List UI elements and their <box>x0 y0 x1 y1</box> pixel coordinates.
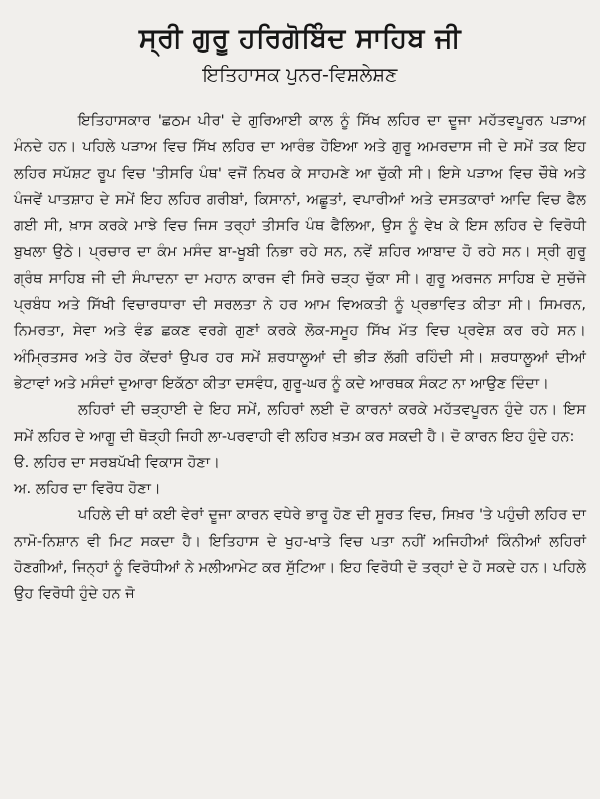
page-title: ਸ੍ਰੀ ਗੁਰੂ ਹਰਿਗੋਬਿੰਦ ਸਾਹਿਬ ਜੀ <box>138 23 462 54</box>
list-item: ਅ. ਲਹਿਰ ਦਾ ਵਿਰੋਧ ਹੋਣਾ। <box>14 480 161 498</box>
paragraph: ਪਹਿਲੇ ਦੀ ਥਾਂ ਕਈ ਵੇਰਾਂ ਦੂਜਾ ਕਾਰਨ ਵਧੇਰੇ ਭਾਰੂ ਹੋਣ ਦੀ ਸੂਰਤ ਵਿਚ, ਸਿਖ਼ਰ 'ਤੇ ਪਹੁੰਚੀ ਲਹਿਰ ਦਾ ਨਾਮੋ-ਨਿਸ਼ਾਨ ਵੀ ਮਿਟ ਸਕਦਾ ਹੈ। ਇਤਿਹਾਸ ਦੇ ਖੁਹ-ਖਾਤੇ ਵਿਚ ਪਤਾ ਨਹੀਂ ਅਜਿਹੀਆਂ ਕਿੰਨੀਆਂ ਲਹਿਰਾਂ ਹੋਣਗੀਆਂ, ਜਿਨ੍ਹਾਂ ਨੂੰ ਵਿਰੋਧੀਆਂ ਨੇ ਮਲੀਆਮੇਟ ਕਰ ਸੁੱਟਿਆ। ਇਹ ਵਿਰੋਧੀ ਦੋ ਤਰ੍ਹਾਂ ਦੇ ਹੋ ਸਕਦੇ ਹਨ। ਪਹਿਲੇ ਉਹ ਵਿਰੋਧੀ ਹੁੰਦੇ ਹਨ ਜੋ <box>14 506 586 603</box>
list-item: ੳ. ਲਹਿਰ ਦਾ ਸਰਬਪੱਖੀ ਵਿਕਾਸ ਹੋਣਾ। <box>14 453 220 471</box>
page-subtitle: ਇਤਿਹਾਸਕ ਪੁਨਰ-ਵਿਸ਼ਲੇਸ਼ਣ <box>202 64 398 86</box>
body-text <box>14 108 586 608</box>
paragraph: ਇਤਿਹਾਸਕਾਰ 'ਛਠਮ ਪੀਰ' ਦੇ ਗੁਰਿਆਈ ਕਾਲ ਨੂੰ ਸਿੱਖ ਲਹਿਰ ਦਾ ਦੂਜਾ ਮਹੱਤਵਪੂਰਨ ਪੜਾਅ ਮੰਨਦੇ ਹਨ। ਪਹਿਲੇ ਪੜਾਅ ਵਿਚ ਸਿੱਖ ਲਹਿਰ ਦਾ ਆਰੰਭ ਹੋਇਆ ਅਤੇ ਗੁਰੂ ਅਮਰਦਾਸ ਜੀ ਦੇ ਸਮੇਂ ਤਕ ਇਹ ਲਹਿਰ ਸਪੱਸ਼ਟ ਰੂਪ ਵਿਚ 'ਤੀਸਰਿ ਪੰਥ' ਵਜੋਂ ਨਿਖਰ ਕੇ ਸਾਹਮਣੇ ਆ ਚੁੱਕੀ ਸੀ। ਇਸੇ ਪੜਾਅ ਵਿਚ ਚੌਥੇ ਅਤੇ ਪੰਜਵੇਂ ਪਾਤਸ਼ਾਹ ਦੇ ਸਮੇਂ ਇਹ ਲਹਿਰ ਗਰੀਬਾਂ, ਕਿਸਾਨਾਂ, ਅਛੂਤਾਂ, ਵਪਾਰੀਆਂ ਅਤੇ ਦਸਤਕਾਰਾਂ ਆਦਿ ਵਿਚ ਫੈਲ ਗਈ ਸੀ, ਖ਼ਾਸ ਕਰਕੇ ਮਾਝੇ ਵਿਚ ਜਿਸ ਤਰ੍ਹਾਂ ਤੀਸਰਿ ਪੰਥ ਫੈਲਿਆ, ਉਸ ਨੂੰ ਵੇਖ ਕੇ ਇਸ ਲਹਿਰ ਦੇ ਵਿਰੋਧੀ ਬੁਖਲਾ ਉਠੇ। ਪ੍ਰਚਾਰ ਦਾ ਕੰਮ ਮਸੰਦ ਬਾ-ਖੂਬੀ ਨਿਭਾ ਰਹੇ ਸਨ, ਨਵੇਂ ਸ਼ਹਿਰ ਆਬਾਦ ਹੋ ਰਹੇ ਸਨ। ਸ੍ਰੀ ਗੁਰੂ ਗ੍ਰੰਥ ਸਾਹਿਬ ਜੀ ਦੀ ਸੰਪਾਦਨਾ ਦਾ ਮਹਾਨ ਕਾਰਜ ਵੀ ਸਿਰੇ ਚੜ੍ਹ ਚੁੱਕਾ ਸੀ। ਗੁਰੂ ਅਰਜਨ ਸਾਹਿਬ ਦੇ ਸੁਚੱਜੇ ਪ੍ਰਬੰਧ ਅਤੇ ਸਿੱਖੀ ਵਿਚਾਰਧਾਰਾ ਦੀ ਸਰਲਤਾ ਨੇ ਹਰ ਆਮ ਵਿਅਕਤੀ ਨੂੰ ਪ੍ਰਭਾਵਿਤ ਕੀਤਾ ਸੀ। ਸਿਮਰਨ, ਨਿਮਰਤਾ, ਸੇਵਾ ਅਤੇ ਵੰਡ ਛਕਣ ਵਰਗੇ ਗੁਣਾਂ ਕਰਕੇ ਲੋਕ-ਸਮੂਹ ਸਿੱਖ ਮੱਤ ਵਿਚ ਪ੍ਰਵੇਸ਼ ਕਰ ਰਹੇ ਸਨ। ਅੰਮ੍ਰਿਤਸਰ ਅਤੇ ਹੋਰ ਕੇਂਦਰਾਂ ਉਪਰ ਹਰ ਸਮੇਂ ਸ਼ਰਧਾਲੂਆਂ ਦੀ ਭੀੜ ਲੱਗੀ ਰਹਿੰਦੀ ਸੀ। ਸ਼ਰਧਾਲੂਆਂ ਦੀਆਂ ਭੇਟਾਵਾਂ ਅਤੇ ਮਸੰਦਾਂ ਦੁਆਰਾ ਇਕੱਠਾ ਕੀਤਾ ਦਸਵੰਧ, ਗੁਰੂ-ਘਰ ਨੂੰ ਕਦੇ ਆਰਥਕ ਸੰਕਟ ਨਾ ਆਉਣ ਦਿੰਦਾ। <box>14 112 586 392</box>
paragraph: ਲਹਿਰਾਂ ਦੀ ਚੜ੍ਹਾਈ ਦੇ ਇਹ ਸਮੇਂ, ਲਹਿਰਾਂ ਲਈ ਦੋ ਕਾਰਨਾਂ ਕਰਕੇ ਮਹੱਤਵਪੂਰਨ ਹੁੰਦੇ ਹਨ। ਇਸ ਸਮੇਂ ਲਹਿਰ ਦੇ ਆਗੂ ਦੀ ਥੋੜ੍ਹੀ ਜਿਹੀ ਲਾ-ਪਰਵਾਹੀ ਵੀ ਲਹਿਰ ਖ਼ਤਮ ਕਰ ਸਕਦੀ ਹੈ। ਦੋ ਕਾਰਨ ਇਹ ਹੁੰਦੇ ਹਨ: <box>14 401 586 445</box>
